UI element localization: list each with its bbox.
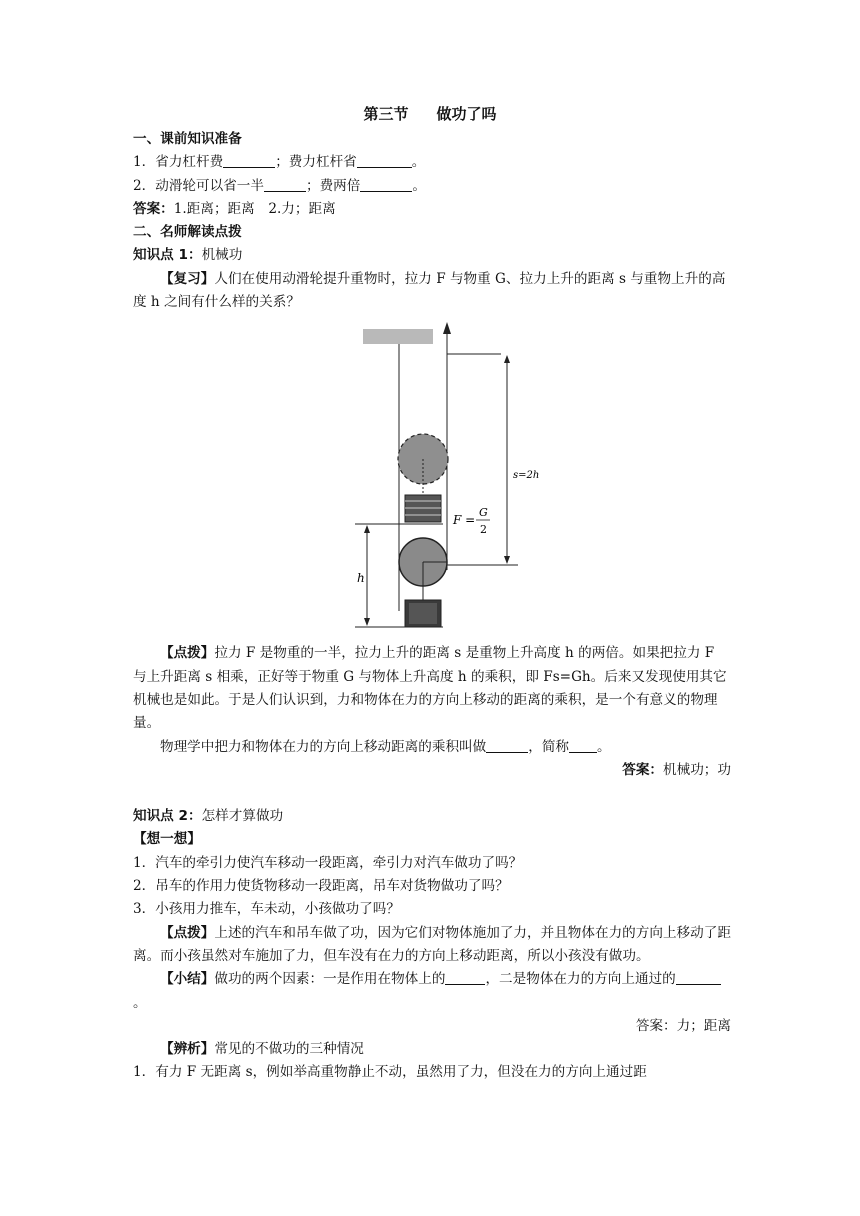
answer-label: 答案：	[133, 200, 174, 217]
knowledge-point-1	[133, 244, 731, 267]
answer-label: 答案：	[622, 761, 664, 778]
definition-question	[133, 736, 731, 759]
knowledge-point-label: 知识点 2：	[133, 808, 202, 825]
section-heading-2: 二、名师解读点拨	[133, 224, 242, 241]
question-1-text-b: ；费力杠杆省	[275, 154, 357, 171]
question-1-text-c: 。	[411, 154, 426, 171]
answer-text: 机械功；功	[663, 761, 731, 778]
knowledge-point-text: 机械功	[201, 247, 243, 264]
definition-text-b: ，简称	[528, 738, 570, 755]
analysis-paragraph	[133, 1038, 731, 1061]
hint-paragraph-2	[133, 922, 731, 969]
ceiling-block	[363, 329, 433, 344]
summary-text-a: 做功的两个因素：一是作用在物体上的	[214, 971, 446, 988]
answer-blank	[569, 737, 597, 753]
knowledge-point-label: 知识点 1：	[133, 247, 202, 264]
hint-text: 拉力 F 是物重的一半，拉力上升的距离 s 是重物上升高度 h 的两倍。如果把拉力 F 与上升距离 s 相乘，正好等于物重 G 与物体上升高度 h 的乘积，即 Fs=Gh。后来又发现使用其它机械也是如此。于是人们认识到，力和物体在力的方向上移动的距离的乘积，是一个有意义的物理量。	[133, 645, 727, 732]
answer-blank	[360, 176, 412, 192]
denominator-label: 2	[480, 523, 487, 537]
hint-label: 【点拨】	[160, 645, 215, 662]
question-2	[133, 175, 731, 198]
definition-text-c: 。	[597, 738, 611, 755]
movable-pulley-diagram	[343, 320, 540, 638]
arrow-icon	[504, 556, 510, 564]
g-label: G	[479, 506, 488, 520]
hint-text: 上述的汽车和吊车做了功，因为它们对物体施加了力，并且物体在力的方向上移动了距离。而小孩虽然对车施加了力，但车没有在力的方向上移动距离，所以小孩没有做功。	[133, 924, 731, 964]
arrow-icon	[364, 618, 370, 626]
page-title	[0, 103, 860, 124]
review-text: 人们在使用动滑轮提升重物时，拉力 F 与物重 G、拉力上升的距离 s 与重物上升的高度 h 之间有什么样的关系？	[133, 270, 726, 311]
knowledge-point-text: 怎样才算做功	[201, 808, 284, 825]
document-body	[133, 128, 731, 1085]
think-question-1: 1．汽车的牵引力使汽车移动一段距离，牵引力对汽车做功了吗？	[133, 854, 523, 871]
answer-line-1	[133, 198, 731, 221]
section-heading-1: 一、课前知识准备	[133, 131, 242, 147]
review-paragraph	[133, 268, 731, 315]
answer-line-2	[133, 759, 731, 782]
knowledge-point-2	[133, 805, 731, 828]
answer-blank	[486, 737, 528, 753]
definition-text-a: 物理学中把力和物体在力的方向上移动距离的乘积叫做	[160, 738, 487, 755]
answer-blank	[357, 152, 412, 168]
answer-blank	[445, 969, 485, 985]
question-1	[133, 151, 731, 174]
analysis-text: 常见的不做功的三种情况	[214, 1041, 364, 1058]
answer-text: 1.距离；距离 2.力；距离	[173, 200, 336, 217]
summary-text-c: 。	[133, 994, 147, 1011]
f-label: F =	[453, 513, 476, 528]
arrow-up-icon	[443, 322, 451, 334]
title-topic: 做功了吗	[436, 105, 497, 123]
spacer	[133, 782, 731, 805]
hint-paragraph-1	[133, 642, 731, 735]
answer-blank	[676, 969, 721, 985]
review-label: 【复习】	[160, 270, 215, 287]
answer-blank	[264, 176, 306, 192]
think-heading: 【想一想】	[133, 831, 201, 848]
summary-label: 【小结】	[160, 971, 215, 988]
s-label: s=2h	[513, 470, 540, 482]
answer-line-3: 答案：力；距离	[635, 1017, 731, 1034]
think-question-2: 2．吊车的作用力使货物移动一段距离，吊车对货物做功了吗？	[133, 878, 509, 895]
question-2-text-a: 2．动滑轮可以省一半	[133, 177, 264, 194]
weight-face	[409, 603, 437, 624]
hint-label: 【点拨】	[160, 924, 215, 941]
analysis-item-1: 1．有力 F 无距离 s，例如举高重物静止不动，虽然用了力，但没在力的方向上通过距	[133, 1064, 647, 1081]
summary-text-b: ，二是物体在力的方向上通过的	[485, 971, 676, 988]
answer-blank	[223, 152, 275, 168]
question-2-text-c: 。	[412, 177, 426, 194]
pulley-figure	[133, 320, 731, 640]
summary-paragraph	[133, 968, 731, 1015]
title-section: 第三节	[363, 105, 409, 123]
question-2-text-b: ；费两倍	[306, 177, 361, 194]
arrow-icon	[504, 355, 510, 363]
h-label: h	[357, 571, 365, 586]
arrow-icon	[364, 525, 370, 533]
think-question-3: 3．小孩用力推车，车未动，小孩做功了吗？	[133, 901, 400, 918]
question-1-text-a: 1．省力杠杆费	[133, 154, 224, 171]
analysis-label: 【辨析】	[160, 1041, 215, 1058]
